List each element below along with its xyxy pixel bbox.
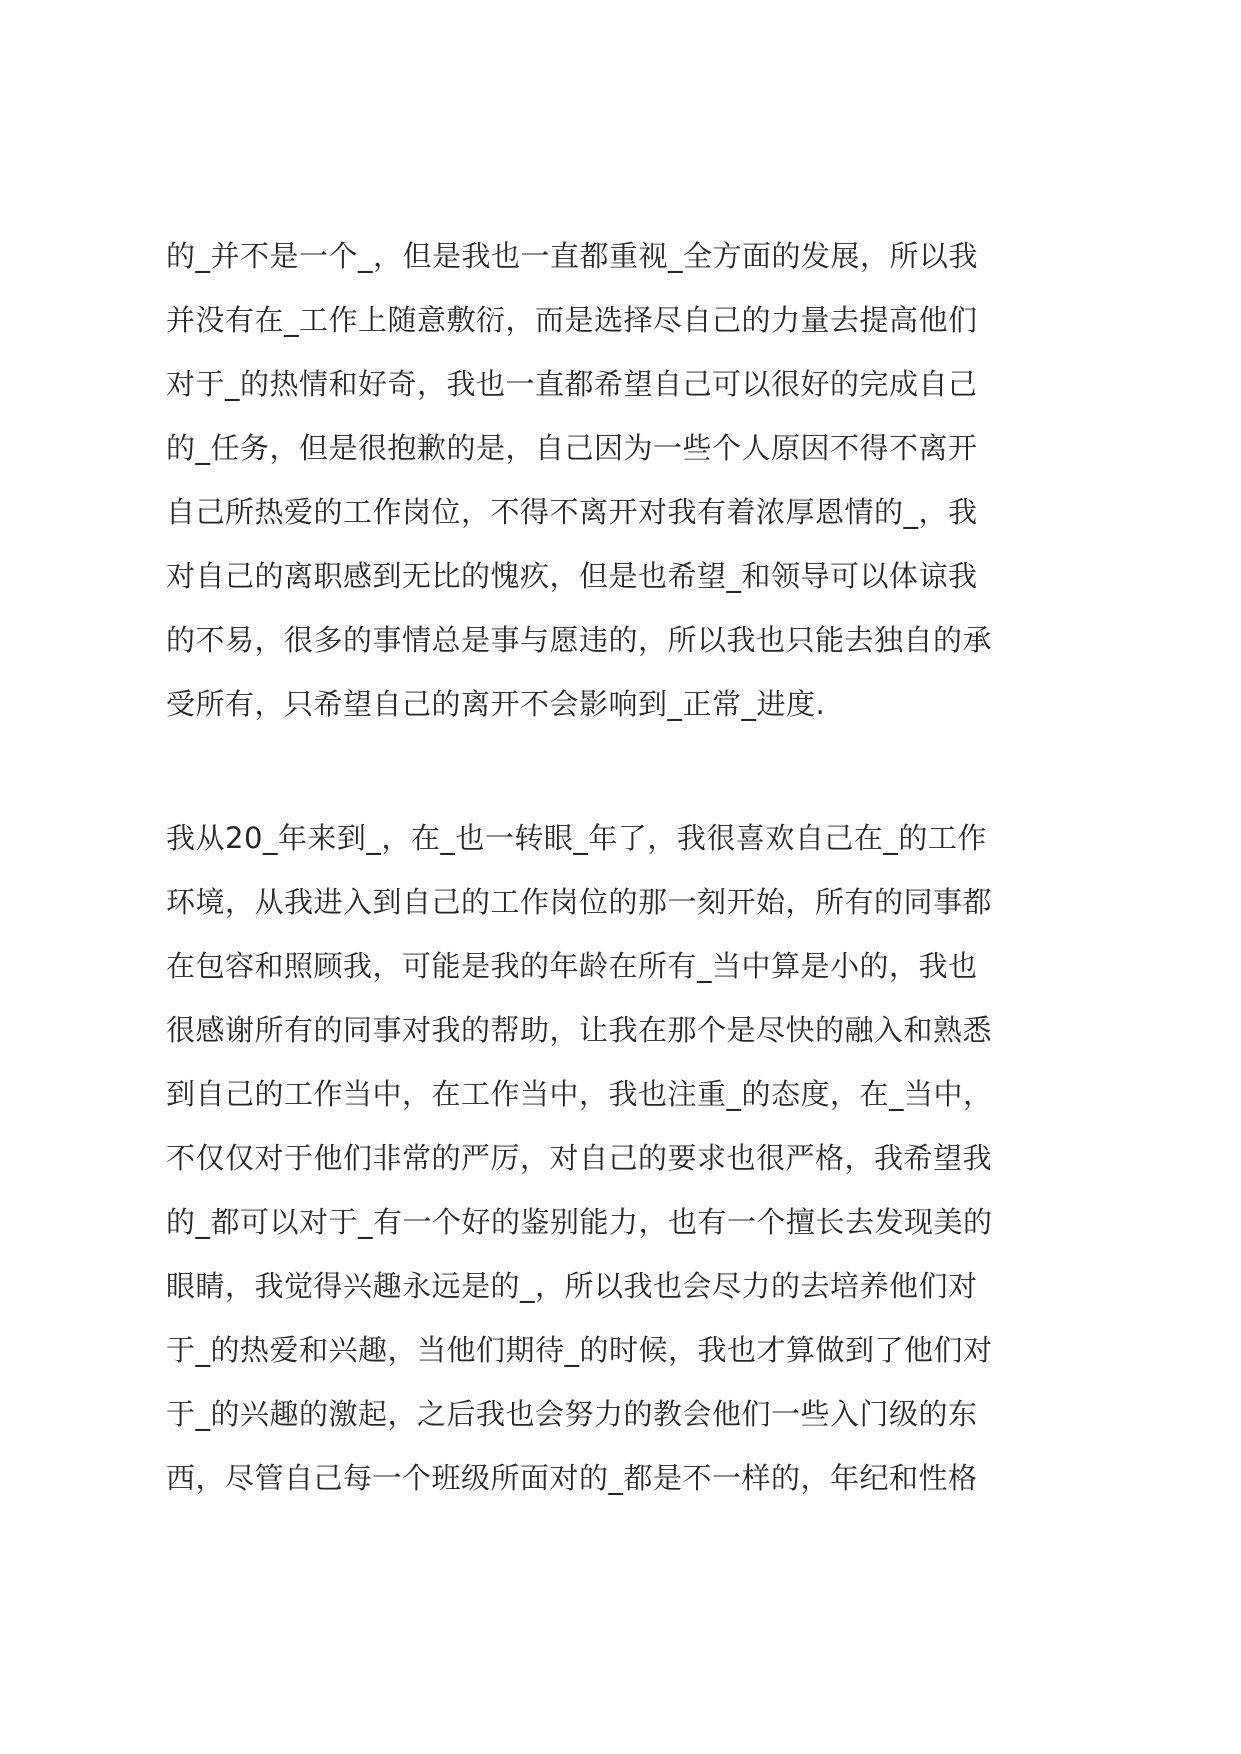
text-line: 的_任务，但是很抱歉的是，自己因为一些个人原因不得不离开 — [166, 431, 978, 465]
text-line: 对自己的离职感到无比的愧疚，但是也希望_和领导可以体谅我 — [166, 559, 978, 593]
text-line: 眼睛，我觉得兴趣永远是的_，所以我也会尽力的去培养他们对 — [166, 1269, 978, 1303]
text-line: 自己所热爱的工作岗位，不得不离开对我有着浓厚恩情的_，我 — [166, 495, 978, 529]
text-line: 环境，从我进入到自己的工作岗位的那一刻开始，所有的同事都 — [166, 885, 993, 919]
text-line: 不仅仅对于他们非常的严厉，对自己的要求也很严格，我希望我 — [166, 1141, 993, 1175]
text-line: 于_的热爱和兴趣，当他们期待_的时候，我也才算做到了他们对 — [166, 1333, 993, 1367]
text-line: 很感谢所有的同事对我的帮助，让我在那个是尽快的融入和熟悉 — [166, 1013, 993, 1047]
text-line: 的_并不是一个_，但是我也一直都重视_全方面的发展，所以我 — [166, 239, 979, 273]
text-line: 对于_的热情和好奇，我也一直都希望自己可以很好的完成自己 — [166, 367, 978, 401]
text-line: 并没有在_工作上随意敷衍，而是选择尽自己的力量去提高他们 — [166, 303, 978, 337]
paragraph-1 — [166, 224, 1096, 736]
text-line: 在包容和照顾我，可能是我的年龄在所有_当中算是小的，我也 — [166, 949, 978, 983]
text-line: 受所有，只希望自己的离开不会影响到_正常_进度. — [166, 687, 826, 721]
text-line: 的_都可以对于_有一个好的鉴别能力，也有一个擅长去发现美的 — [166, 1205, 993, 1239]
text-line: 西，尽管自己每一个班级所面对的_都是不一样的，年纪和性格 — [166, 1461, 978, 1495]
text-line: 的不易，很多的事情总是事与愿违的，所以我也只能去独自的承 — [166, 623, 993, 657]
text-line: 于_的兴趣的激起，之后我也会努力的教会他们一些入门级的东 — [166, 1397, 978, 1431]
text-line: 到自己的工作当中，在工作当中，我也注重_的态度，在_当中， — [166, 1077, 993, 1111]
paragraph-2 — [166, 806, 1096, 1510]
text-line: 我从20_年来到_，在_也一转眼_年了，我很喜欢自己在_的工作 — [166, 821, 987, 855]
